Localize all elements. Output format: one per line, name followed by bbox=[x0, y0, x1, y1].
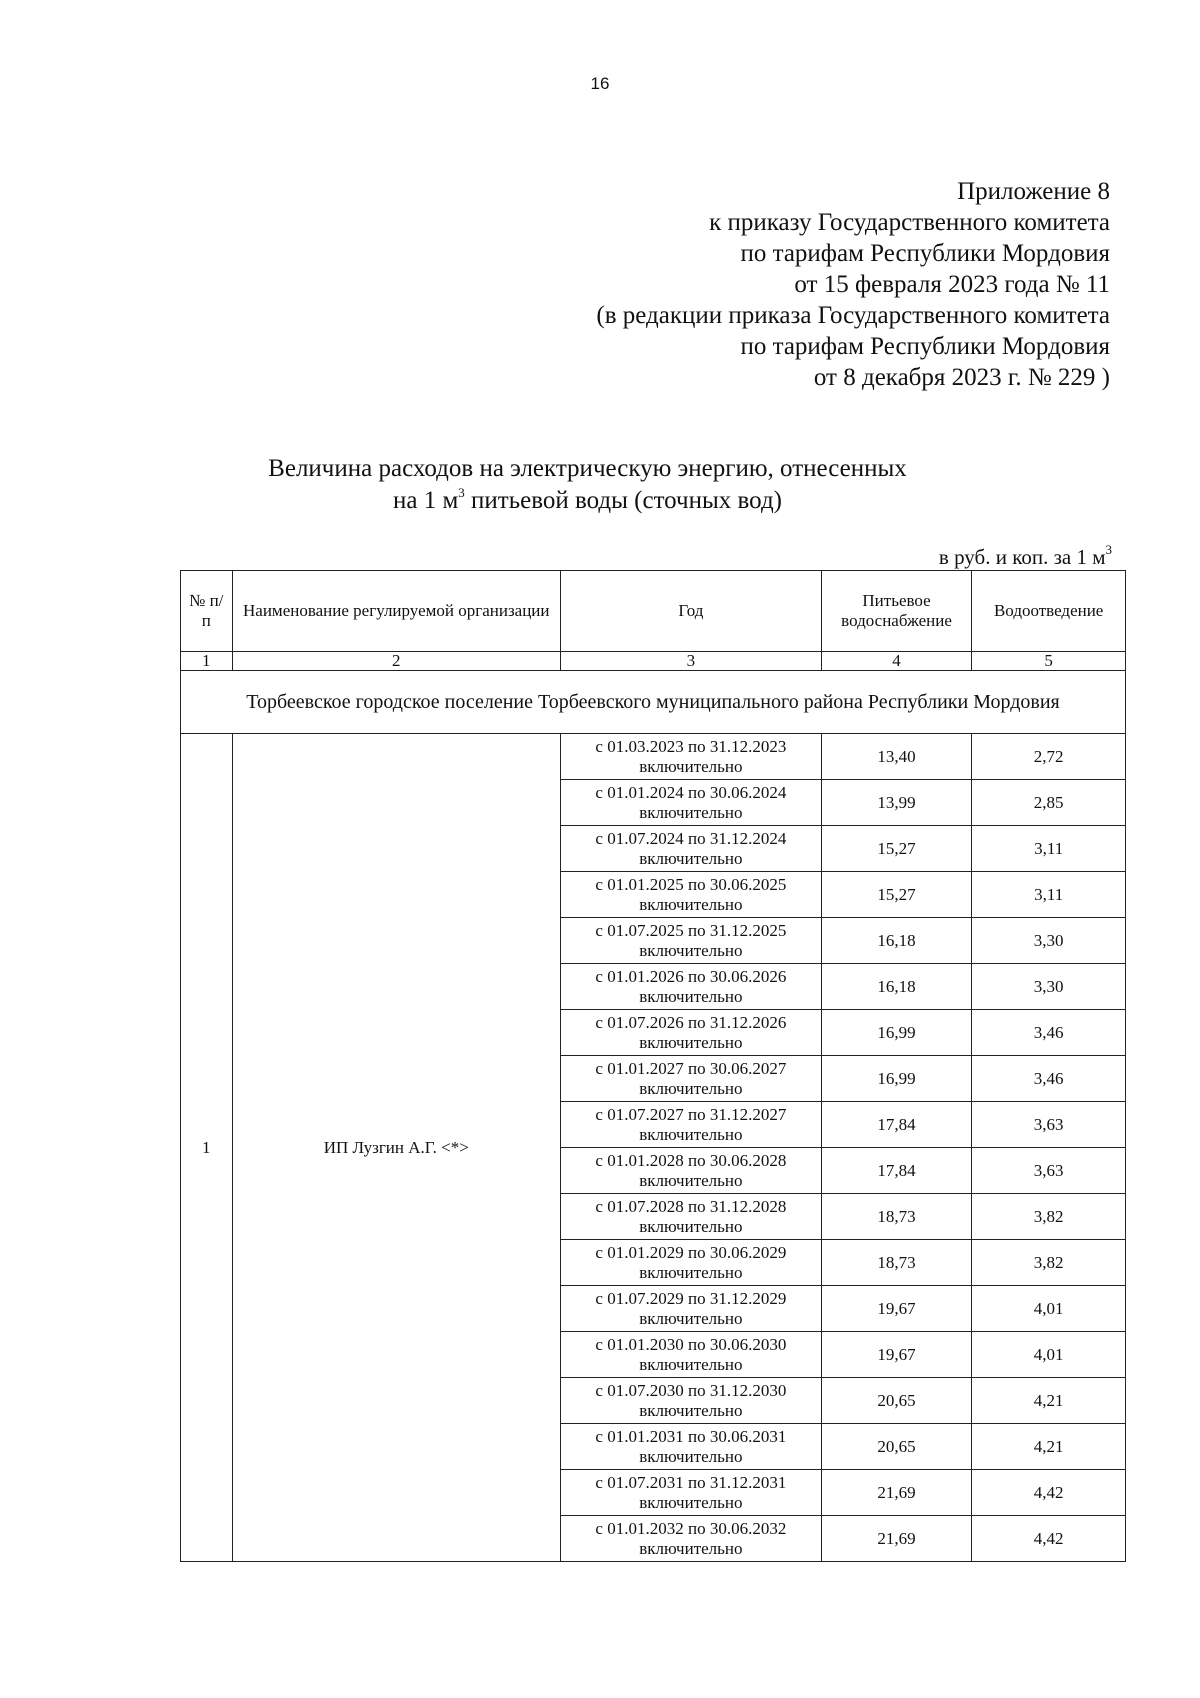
period-dates: с 01.07.2029 по 31.12.2029 bbox=[595, 1288, 787, 1308]
water-value-cell: 21,69 bbox=[821, 1516, 972, 1562]
period-suffix: включительно bbox=[639, 894, 743, 914]
title-text-start: на 1 м bbox=[393, 487, 459, 514]
period-cell bbox=[561, 918, 822, 964]
water-value-cell: 13,40 bbox=[821, 734, 972, 780]
period-dates: с 01.07.2024 по 31.12.2024 bbox=[595, 828, 787, 848]
period-suffix: включительно bbox=[639, 802, 743, 822]
period-suffix: включительно bbox=[639, 1032, 743, 1052]
period-cell bbox=[561, 964, 822, 1010]
period-suffix: включительно bbox=[639, 1216, 743, 1236]
period-suffix: включительно bbox=[639, 940, 743, 960]
period-cell bbox=[561, 1286, 822, 1332]
water-value-cell: 21,69 bbox=[821, 1470, 972, 1516]
title-line-2 bbox=[170, 485, 1005, 517]
header-line: Приложение 8 bbox=[957, 178, 1110, 205]
water-value-cell: 20,65 bbox=[821, 1378, 972, 1424]
sewage-value-cell: 4,01 bbox=[972, 1332, 1126, 1378]
period-suffix: включительно bbox=[639, 986, 743, 1006]
page-number: 16 bbox=[590, 74, 610, 93]
water-value-cell: 16,18 bbox=[821, 918, 972, 964]
period-dates: с 01.03.2023 по 31.12.2023 bbox=[595, 736, 787, 756]
sewage-value-cell: 4,21 bbox=[972, 1424, 1126, 1470]
period-dates: с 01.01.2032 по 30.06.2032 bbox=[595, 1518, 787, 1538]
sewage-value-cell: 2,72 bbox=[972, 734, 1126, 780]
header-line: по тарифам Республики Мордовия bbox=[740, 333, 1110, 360]
period-dates: с 01.01.2031 по 30.06.2031 bbox=[595, 1426, 787, 1446]
period-suffix: включительно bbox=[639, 1124, 743, 1144]
period-suffix: включительно bbox=[639, 1492, 743, 1512]
header-line: от 8 декабря 2023 г. № 229 ) bbox=[813, 364, 1110, 391]
period-suffix: включительно bbox=[639, 1262, 743, 1282]
period-suffix: включительно bbox=[639, 756, 743, 776]
column-number: 4 bbox=[821, 652, 972, 671]
period-dates: с 01.01.2025 по 30.06.2025 bbox=[595, 874, 787, 894]
period-suffix: включительно bbox=[639, 1078, 743, 1098]
period-suffix: включительно bbox=[639, 1538, 743, 1558]
period-cell bbox=[561, 1470, 822, 1516]
title-line-1: Величина расходов на электрическую энергию, отнесенных bbox=[268, 455, 907, 482]
water-value-cell: 16,99 bbox=[821, 1056, 972, 1102]
period-dates: с 01.07.2025 по 31.12.2025 bbox=[595, 920, 787, 940]
sewage-value-cell: 4,42 bbox=[972, 1516, 1126, 1562]
period-cell bbox=[561, 1194, 822, 1240]
column-number: 2 bbox=[232, 652, 560, 671]
period-cell bbox=[561, 1240, 822, 1286]
table-row bbox=[181, 734, 1126, 780]
organization-cell: ИП Лузгин А.Г. <*> bbox=[232, 734, 560, 1562]
header-cell-sewage: Водоотведение bbox=[972, 571, 1126, 652]
header-cell-period: Год bbox=[561, 571, 822, 652]
column-number: 1 bbox=[181, 652, 233, 671]
period-cell bbox=[561, 1056, 822, 1102]
period-dates: с 01.01.2024 по 30.06.2024 bbox=[595, 782, 787, 802]
tariff-table bbox=[180, 570, 1126, 1562]
title-text-end: питьевой воды (сточных вод) bbox=[464, 487, 782, 514]
water-value-cell: 17,84 bbox=[821, 1102, 972, 1148]
sewage-value-cell: 3,30 bbox=[972, 918, 1126, 964]
sewage-value-cell: 3,63 bbox=[972, 1148, 1126, 1194]
water-value-cell: 15,27 bbox=[821, 826, 972, 872]
water-value-cell: 19,67 bbox=[821, 1332, 972, 1378]
header-line: по тарифам Республики Мордовия bbox=[740, 240, 1110, 267]
water-value-cell: 17,84 bbox=[821, 1148, 972, 1194]
sewage-value-cell: 4,01 bbox=[972, 1286, 1126, 1332]
water-value-cell: 16,18 bbox=[821, 964, 972, 1010]
sewage-value-cell: 3,46 bbox=[972, 1010, 1126, 1056]
sewage-value-cell: 3,82 bbox=[972, 1240, 1126, 1286]
unit-note-text: в руб. и коп. за 1 м bbox=[938, 545, 1106, 569]
period-dates: с 01.01.2026 по 30.06.2026 bbox=[595, 966, 787, 986]
period-dates: с 01.07.2027 по 31.12.2027 bbox=[595, 1104, 787, 1124]
header-line: (в редакции приказа Государственного комитета bbox=[596, 302, 1110, 329]
period-dates: с 01.01.2027 по 30.06.2027 bbox=[595, 1058, 787, 1078]
header-row bbox=[181, 571, 1126, 652]
water-value-cell: 15,27 bbox=[821, 872, 972, 918]
period-suffix: включительно bbox=[639, 1354, 743, 1374]
period-dates: с 01.01.2029 по 30.06.2029 bbox=[595, 1242, 787, 1262]
period-cell bbox=[561, 1424, 822, 1470]
header-line: от 15 февраля 2023 года № 11 bbox=[794, 271, 1110, 298]
appendix-header bbox=[390, 176, 1110, 393]
sewage-value-cell: 3,11 bbox=[972, 872, 1126, 918]
header-cell-number: № п/п bbox=[181, 571, 233, 652]
period-suffix: включительно bbox=[639, 848, 743, 868]
period-suffix: включительно bbox=[639, 1170, 743, 1190]
period-cell bbox=[561, 1148, 822, 1194]
sewage-value-cell: 3,46 bbox=[972, 1056, 1126, 1102]
period-cell bbox=[561, 826, 822, 872]
period-cell bbox=[561, 1516, 822, 1562]
header-line: к приказу Государственного комитета bbox=[709, 209, 1110, 236]
period-cell bbox=[561, 1102, 822, 1148]
period-dates: с 01.07.2030 по 31.12.2030 bbox=[595, 1380, 787, 1400]
row-number-cell: 1 bbox=[181, 734, 233, 1562]
section-title: Торбеевское городское поселение Торбеевского муниципального района Республики Мордовия bbox=[181, 671, 1126, 734]
section-row bbox=[181, 671, 1126, 734]
period-dates: с 01.01.2028 по 30.06.2028 bbox=[595, 1150, 787, 1170]
water-value-cell: 13,99 bbox=[821, 780, 972, 826]
period-cell bbox=[561, 734, 822, 780]
sewage-value-cell: 3,82 bbox=[972, 1194, 1126, 1240]
period-suffix: включительно bbox=[639, 1446, 743, 1466]
period-cell bbox=[561, 1332, 822, 1378]
period-cell bbox=[561, 872, 822, 918]
sewage-value-cell: 3,63 bbox=[972, 1102, 1126, 1148]
water-value-cell: 20,65 bbox=[821, 1424, 972, 1470]
document-title bbox=[170, 453, 1005, 517]
period-cell bbox=[561, 1378, 822, 1424]
period-suffix: включительно bbox=[639, 1400, 743, 1420]
unit-note bbox=[938, 542, 1112, 570]
sewage-value-cell: 4,42 bbox=[972, 1470, 1126, 1516]
header-cell-organization: Наименование регулируемой организации bbox=[232, 571, 560, 652]
title-superscript: 3 bbox=[458, 484, 465, 500]
unit-note-superscript: 3 bbox=[1105, 542, 1112, 557]
sewage-value-cell: 2,85 bbox=[972, 780, 1126, 826]
column-numbers-row bbox=[181, 652, 1126, 671]
sewage-value-cell: 3,11 bbox=[972, 826, 1126, 872]
sewage-value-cell: 4,21 bbox=[972, 1378, 1126, 1424]
column-number: 5 bbox=[972, 652, 1126, 671]
water-value-cell: 18,73 bbox=[821, 1194, 972, 1240]
period-dates: с 01.07.2028 по 31.12.2028 bbox=[595, 1196, 787, 1216]
header-cell-water: Питьевое водоснабжение bbox=[821, 571, 972, 652]
period-dates: с 01.07.2026 по 31.12.2026 bbox=[595, 1012, 787, 1032]
period-dates: с 01.01.2030 по 30.06.2030 bbox=[595, 1334, 787, 1354]
period-suffix: включительно bbox=[639, 1308, 743, 1328]
period-dates: с 01.07.2031 по 31.12.2031 bbox=[595, 1472, 787, 1492]
period-cell bbox=[561, 1010, 822, 1056]
period-cell bbox=[561, 780, 822, 826]
column-number: 3 bbox=[561, 652, 822, 671]
water-value-cell: 18,73 bbox=[821, 1240, 972, 1286]
sewage-value-cell: 3,30 bbox=[972, 964, 1126, 1010]
tariff-table-body bbox=[181, 571, 1126, 1562]
water-value-cell: 16,99 bbox=[821, 1010, 972, 1056]
water-value-cell: 19,67 bbox=[821, 1286, 972, 1332]
